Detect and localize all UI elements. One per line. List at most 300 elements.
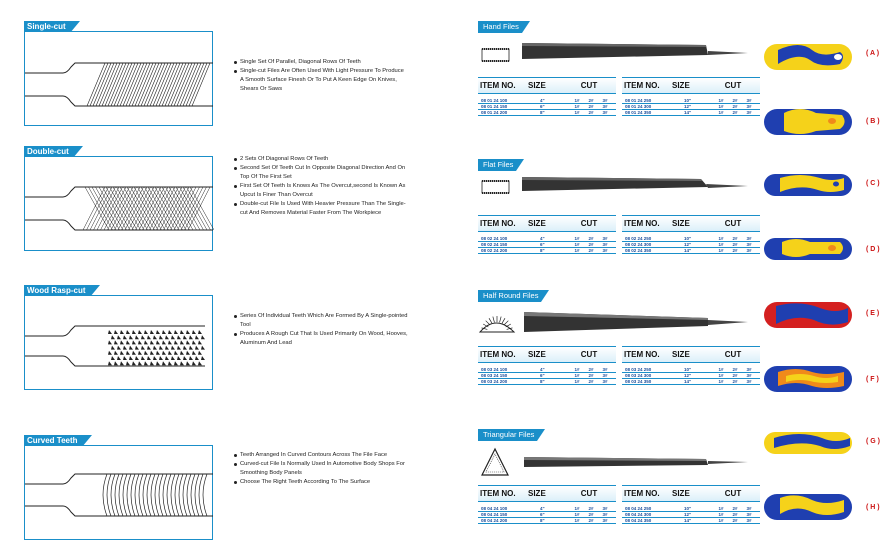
- rasp-cut-illustration: [24, 295, 213, 390]
- table-cell: 3#: [602, 98, 608, 103]
- bullet: 2 Sets Of Diagonal Rows Of Teeth: [233, 155, 408, 164]
- table-cell: 3#: [746, 373, 752, 378]
- header-cell: SIZE: [528, 489, 546, 498]
- hand-file-drawing: [476, 33, 761, 75]
- rasp-tooth: [150, 361, 154, 365]
- file-title: Hand Files: [478, 21, 522, 33]
- rasp-tooth: [195, 335, 199, 339]
- rasp-tooth: [129, 356, 133, 360]
- ray-line: [493, 317, 495, 323]
- rasp-tooth: [117, 346, 121, 350]
- bullet: Produces A Rough Cut That Is Used Primarily On Wood, Hooves, Aluminum And Lead: [233, 330, 408, 348]
- table-cell: 10": [684, 506, 692, 511]
- header-cell: ITEM NO.: [624, 350, 660, 359]
- table-cell: 08 03 24 100: [481, 367, 508, 372]
- table-cell: 08 03 24 150: [481, 373, 508, 378]
- table-cell: 08 04 24 300: [625, 512, 652, 517]
- rasp-tooth: [165, 335, 169, 339]
- file-title: Half Round Files: [478, 290, 541, 302]
- table-row: [478, 518, 616, 524]
- single-cut-bullets: [233, 58, 408, 94]
- header-cell: SIZE: [672, 350, 690, 359]
- rasp-tooth: [198, 361, 202, 365]
- rasp-tooth: [120, 330, 124, 334]
- curved-tooth: [119, 474, 123, 516]
- curved-tooth: [163, 474, 167, 516]
- handle-b: [760, 101, 860, 141]
- table-cell: 1#: [718, 379, 724, 384]
- rasp-tooth: [162, 340, 166, 344]
- rasp-tooth: [180, 330, 184, 334]
- curved-tooth: [151, 474, 155, 516]
- curved-tooth: [103, 474, 107, 516]
- header-cell: ITEM NO.: [480, 81, 516, 90]
- rasp-tooth: [168, 340, 172, 344]
- header-cell: ITEM NO.: [480, 489, 516, 498]
- table-cell: 2#: [732, 518, 738, 523]
- table-header: [478, 485, 616, 502]
- header-cell: SIZE: [528, 350, 546, 359]
- curved-tooth: [175, 474, 179, 516]
- table-cell: 1#: [574, 248, 580, 253]
- ray-line: [502, 318, 505, 323]
- bullet: Series Of Individual Teeth Which Are Formed By A Single-pointed Tool: [233, 312, 408, 330]
- rasp-tooth: [180, 351, 184, 355]
- curved-tooth: [171, 474, 175, 516]
- rasp-tooth: [198, 340, 202, 344]
- rasp-tooth: [159, 346, 163, 350]
- curved-tooth: [135, 474, 139, 516]
- rasp-tooth: [120, 351, 124, 355]
- rasp-tooth: [171, 356, 175, 360]
- curved-tooth: [191, 474, 195, 516]
- table-cell: 14": [684, 110, 692, 115]
- header-cell: ITEM NO.: [624, 81, 660, 90]
- table-cell: 1#: [718, 512, 724, 517]
- table-cell: 1#: [574, 104, 580, 109]
- table-cell: 14": [684, 518, 692, 523]
- rasp-tooth: [150, 340, 154, 344]
- curved-tooth: [187, 474, 191, 516]
- table-cell: 1#: [718, 104, 724, 109]
- rasp-tooth: [144, 351, 148, 355]
- rasp-tooth: [141, 346, 145, 350]
- table-cell: 1#: [574, 242, 580, 247]
- curved-tooth: [139, 474, 143, 516]
- rasp-tooth: [108, 340, 112, 344]
- rasp-tooth: [189, 356, 193, 360]
- rasp-tooth: [168, 330, 172, 334]
- table-cell: 2#: [588, 506, 594, 511]
- table-cell: 12": [684, 512, 692, 517]
- handle-label: ( E ): [866, 310, 880, 317]
- rasp-tooth: [126, 351, 130, 355]
- spec-table-left: [478, 215, 616, 254]
- table-cell: 08 01 24 300: [625, 104, 652, 109]
- curved-tooth: [111, 474, 115, 516]
- table-cell: 2#: [588, 104, 594, 109]
- rasp-tooth: [192, 330, 196, 334]
- header-cell: SIZE: [672, 489, 690, 498]
- rasp-tooth: [153, 346, 157, 350]
- rasp-tooth: [150, 330, 154, 334]
- rasp-tooth: [108, 361, 112, 365]
- rasp-tooth: [129, 346, 133, 350]
- curved-tooth: [127, 474, 131, 516]
- table-cell: 2#: [732, 506, 738, 511]
- rasp-tooth: [156, 351, 160, 355]
- rasp-tooth: [114, 330, 118, 334]
- table-cell: 1#: [574, 379, 580, 384]
- rasp-tooth: [177, 356, 181, 360]
- rasp-tooth: [180, 361, 184, 365]
- header-cell: SIZE: [672, 219, 690, 228]
- table-cell: 08 04 24 100: [481, 506, 508, 511]
- table-cell: 08 02 24 200: [481, 248, 508, 253]
- table-cell: 3#: [602, 373, 608, 378]
- table-cell: 1#: [574, 236, 580, 241]
- rasp-tooth: [147, 356, 151, 360]
- rasp-tooth: [150, 351, 154, 355]
- rasp-tooth: [117, 335, 121, 339]
- table-cell: 08 01 24 150: [481, 104, 508, 109]
- table-cell: 4": [540, 506, 545, 511]
- header-cell: CUT: [580, 81, 598, 90]
- table-cell: 10": [684, 98, 692, 103]
- rasp-tooth: [153, 356, 157, 360]
- table-cell: 2#: [588, 518, 594, 523]
- bullet: Curved-cut File Is Normally Used In Automotive Body Shops For Smoothing Body Panels: [233, 460, 408, 478]
- curved-tooth: [199, 474, 203, 516]
- handle-label: ( A ): [866, 50, 880, 57]
- rasp-tooth: [117, 356, 121, 360]
- table-cell: 3#: [746, 512, 752, 517]
- table-row: [622, 518, 760, 524]
- table-cell: 08 03 24 200: [481, 379, 508, 384]
- table-cell: 6": [540, 512, 545, 517]
- cut-title: Wood Rasp-cut: [24, 285, 90, 297]
- table-cell: 2#: [732, 373, 738, 378]
- rasp-tooth: [147, 346, 151, 350]
- curved-tooth: [159, 474, 163, 516]
- table-cell: 08 03 24 300: [625, 373, 652, 378]
- handle-label: ( G ): [866, 438, 880, 445]
- rasp-tooth: [171, 335, 175, 339]
- rasp-tooth: [138, 351, 142, 355]
- rasp-tooth: [156, 361, 160, 365]
- rasp-tooth: [183, 346, 187, 350]
- bullet: Double-cut File Is Used With Heavier Pressure Than The Single-cut And Removes Material Faster From The Workpiece: [233, 200, 408, 218]
- table-cell: 1#: [574, 512, 580, 517]
- header-cell: CUT: [580, 350, 598, 359]
- curved-tooth: [147, 474, 151, 516]
- rasp-tooth: [144, 330, 148, 334]
- cut-title: Curved Teeth: [24, 435, 82, 447]
- table-cell: 08 03 24 250: [625, 367, 652, 372]
- table-cell: 2#: [588, 242, 594, 247]
- rasp-tooth: [198, 330, 202, 334]
- curved-tooth: [143, 474, 147, 516]
- table-cell: 1#: [718, 506, 724, 511]
- table-cell: 2#: [732, 242, 738, 247]
- rasp-tooth: [168, 351, 172, 355]
- file-title: Triangular Files: [478, 429, 537, 441]
- rasp-tooth: [174, 330, 178, 334]
- table-cell: 2#: [732, 248, 738, 253]
- table-cell: 2#: [588, 367, 594, 372]
- table-row: [622, 248, 760, 254]
- rasp-tooth: [126, 330, 130, 334]
- rasp-tooth: [141, 335, 145, 339]
- rasp-tooth: [186, 340, 190, 344]
- rasp-tooth: [165, 356, 169, 360]
- handle-h: [760, 486, 860, 526]
- ray-line: [500, 317, 502, 323]
- table-cell: 3#: [746, 104, 752, 109]
- rasp-tooth: [135, 335, 139, 339]
- rasp-tooth: [192, 361, 196, 365]
- table-cell: 12": [684, 373, 692, 378]
- table-cell: 08 02 24 150: [481, 242, 508, 247]
- table-row: [478, 110, 616, 116]
- rasp-tooth: [186, 351, 190, 355]
- table-row: [622, 110, 760, 116]
- table-cell: 2#: [588, 248, 594, 253]
- table-cell: 2#: [588, 110, 594, 115]
- rasp-tooth: [138, 361, 142, 365]
- table-cell: 10": [684, 367, 692, 372]
- rasp-tooth: [168, 361, 172, 365]
- table-cell: 2#: [732, 98, 738, 103]
- ray-line: [486, 321, 490, 325]
- spec-table-right: [622, 485, 760, 524]
- table-cell: 08 04 24 200: [481, 518, 508, 523]
- rasp-tooth: [123, 346, 127, 350]
- table-cell: 6": [540, 104, 545, 109]
- table-cell: 08 01 24 100: [481, 98, 508, 103]
- table-cell: 1#: [574, 506, 580, 511]
- rasp-tooth: [120, 340, 124, 344]
- table-header: [622, 77, 760, 94]
- table-cell: 1#: [574, 373, 580, 378]
- handle-e: [760, 294, 860, 334]
- rasp-tooth: [159, 356, 163, 360]
- rasp-tooth: [192, 340, 196, 344]
- rasp-tooth: [174, 351, 178, 355]
- bullet: Teeth Arranged In Curved Contours Across The File Face: [233, 451, 408, 460]
- table-cell: 08 04 24 350: [625, 518, 652, 523]
- table-cell: 4": [540, 367, 545, 372]
- table-cell: 2#: [732, 512, 738, 517]
- table-header: [622, 215, 760, 232]
- spec-table-right: [622, 346, 760, 385]
- table-cell: 3#: [602, 242, 608, 247]
- table-cell: 3#: [746, 518, 752, 523]
- table-cell: 1#: [718, 98, 724, 103]
- table-header: [478, 215, 616, 232]
- spec-table-left: [478, 346, 616, 385]
- handle-c: [760, 164, 860, 204]
- rasp-tooth: [135, 346, 139, 350]
- rasp-tooth: [126, 361, 130, 365]
- table-cell: 08 01 24 200: [481, 110, 508, 115]
- table-cell: 8": [540, 110, 545, 115]
- bullet: Choose The Right Teeth According To The Surface: [233, 478, 408, 487]
- rasp-tooth: [198, 351, 202, 355]
- triangular-file-drawing: [476, 441, 761, 483]
- table-cell: 12": [684, 104, 692, 109]
- curved-teeth-bullets: [233, 451, 408, 487]
- rasp-tooth: [177, 346, 181, 350]
- table-cell: 1#: [718, 248, 724, 253]
- bullet: Single-cut Files Are Often Used With Light Pressure To Produce A Smooth Surface Finesh Or To Put A Keen Edge On Knives, Shears Or Saws: [233, 67, 408, 94]
- rasp-tooth: [156, 330, 160, 334]
- header-cell: CUT: [580, 489, 598, 498]
- rasp-tooth: [111, 356, 115, 360]
- table-cell: 3#: [602, 512, 608, 517]
- rasp-tooth: [177, 335, 181, 339]
- rasp-tooth: [186, 361, 190, 365]
- rasp-tooth: [162, 351, 166, 355]
- table-cell: 14": [684, 379, 692, 384]
- table-row: [622, 379, 760, 385]
- rasp-tooth: [192, 351, 196, 355]
- table-cell: 3#: [602, 110, 608, 115]
- table-cell: 3#: [602, 379, 608, 384]
- curved-tooth: [179, 474, 183, 516]
- spec-table-left: [478, 485, 616, 524]
- table-cell: 3#: [602, 506, 608, 511]
- hatch-line: [190, 187, 214, 230]
- header-cell: SIZE: [528, 219, 546, 228]
- rasp-tooth: [201, 356, 205, 360]
- table-cell: 3#: [746, 506, 752, 511]
- header-cell: CUT: [724, 350, 742, 359]
- table-cell: 1#: [718, 367, 724, 372]
- handle-label: ( H ): [866, 504, 880, 511]
- table-cell: 12": [684, 242, 692, 247]
- spec-table-left: [478, 77, 616, 116]
- spec-table-right: [622, 77, 760, 116]
- table-cell: 8": [540, 518, 545, 523]
- table-cell: 08 04 24 150: [481, 512, 508, 517]
- rasp-tooth: [126, 340, 130, 344]
- header-cell: CUT: [724, 489, 742, 498]
- handle-f: [760, 358, 860, 398]
- curved-tooth: [183, 474, 187, 516]
- table-header: [478, 346, 616, 363]
- table-cell: 2#: [732, 104, 738, 109]
- table-cell: 3#: [602, 236, 608, 241]
- rasp-tooth: [132, 361, 136, 365]
- double-cut-bullets: [233, 155, 408, 218]
- header-cell: ITEM NO.: [624, 489, 660, 498]
- rasp-tooth: [138, 330, 142, 334]
- bullet: First Set Of Teeth Is Knows As The Overcut,second Is Known As Upcut Is Finer Than Overcut: [233, 182, 408, 200]
- table-cell: 2#: [732, 236, 738, 241]
- rasp-tooth: [114, 340, 118, 344]
- rasp-tooth: [189, 335, 193, 339]
- table-cell: 08 02 24 300: [625, 242, 652, 247]
- handle-label: ( C ): [866, 180, 880, 187]
- rasp-tooth: [123, 335, 127, 339]
- table-cell: 8": [540, 248, 545, 253]
- rasp-tooth: [183, 335, 187, 339]
- table-cell: 2#: [588, 236, 594, 241]
- header-cell: CUT: [724, 219, 742, 228]
- table-cell: 1#: [718, 518, 724, 523]
- curved-tooth: [123, 474, 127, 516]
- rasp-tooth: [174, 361, 178, 365]
- table-cell: 08 02 24 350: [625, 248, 652, 253]
- table-cell: 08 01 24 350: [625, 110, 652, 115]
- rasp-tooth: [195, 356, 199, 360]
- table-cell: 2#: [588, 379, 594, 384]
- table-cell: 2#: [732, 379, 738, 384]
- rasp-tooth: [114, 351, 118, 355]
- table-header: [622, 346, 760, 363]
- rasp-tooth: [114, 361, 118, 365]
- rasp-tooth: [108, 330, 112, 334]
- rasp-tooth: [120, 361, 124, 365]
- rasp-tooth: [162, 361, 166, 365]
- table-cell: 1#: [574, 518, 580, 523]
- single-cut-illustration: [24, 31, 213, 126]
- table-header: [622, 485, 760, 502]
- rasp-tooth: [153, 335, 157, 339]
- table-cell: 1#: [574, 110, 580, 115]
- rasp-tooth: [132, 330, 136, 334]
- table-cell: 3#: [746, 248, 752, 253]
- rasp-tooth: [141, 356, 145, 360]
- header-cell: CUT: [580, 219, 598, 228]
- table-header: [478, 77, 616, 94]
- handle-a: [760, 36, 860, 76]
- spec-table-right: [622, 215, 760, 254]
- rasp-tooth: [111, 335, 115, 339]
- handle-label: ( B ): [866, 118, 880, 125]
- rasp-tooth: [123, 356, 127, 360]
- half-round-file-drawing: [476, 302, 761, 344]
- rasp-tooth: [174, 340, 178, 344]
- rasp-tooth: [144, 361, 148, 365]
- ray-line: [504, 321, 508, 325]
- rasp-tooth: [138, 340, 142, 344]
- header-cell: ITEM NO.: [624, 219, 660, 228]
- table-cell: 2#: [588, 98, 594, 103]
- rasp-tooth: [162, 330, 166, 334]
- table-cell: 08 01 24 250: [625, 98, 652, 103]
- rasp-tooth: [132, 340, 136, 344]
- table-cell: 3#: [602, 518, 608, 523]
- rasp-tooth: [183, 356, 187, 360]
- table-cell: 2#: [732, 110, 738, 115]
- handle-label: ( D ): [866, 246, 880, 253]
- curved-tooth: [155, 474, 159, 516]
- table-cell: 6": [540, 242, 545, 247]
- rasp-tooth: [186, 330, 190, 334]
- rasp-tooth: [156, 340, 160, 344]
- table-cell: 1#: [574, 367, 580, 372]
- table-cell: 3#: [746, 242, 752, 247]
- file-title: Flat Files: [478, 159, 516, 171]
- double-cut-illustration: [24, 156, 213, 251]
- table-cell: 08 03 24 350: [625, 379, 652, 384]
- table-cell: 08 04 24 250: [625, 506, 652, 511]
- hatch-line: [83, 187, 105, 230]
- rasp-tooth: [129, 335, 133, 339]
- table-cell: 3#: [746, 98, 752, 103]
